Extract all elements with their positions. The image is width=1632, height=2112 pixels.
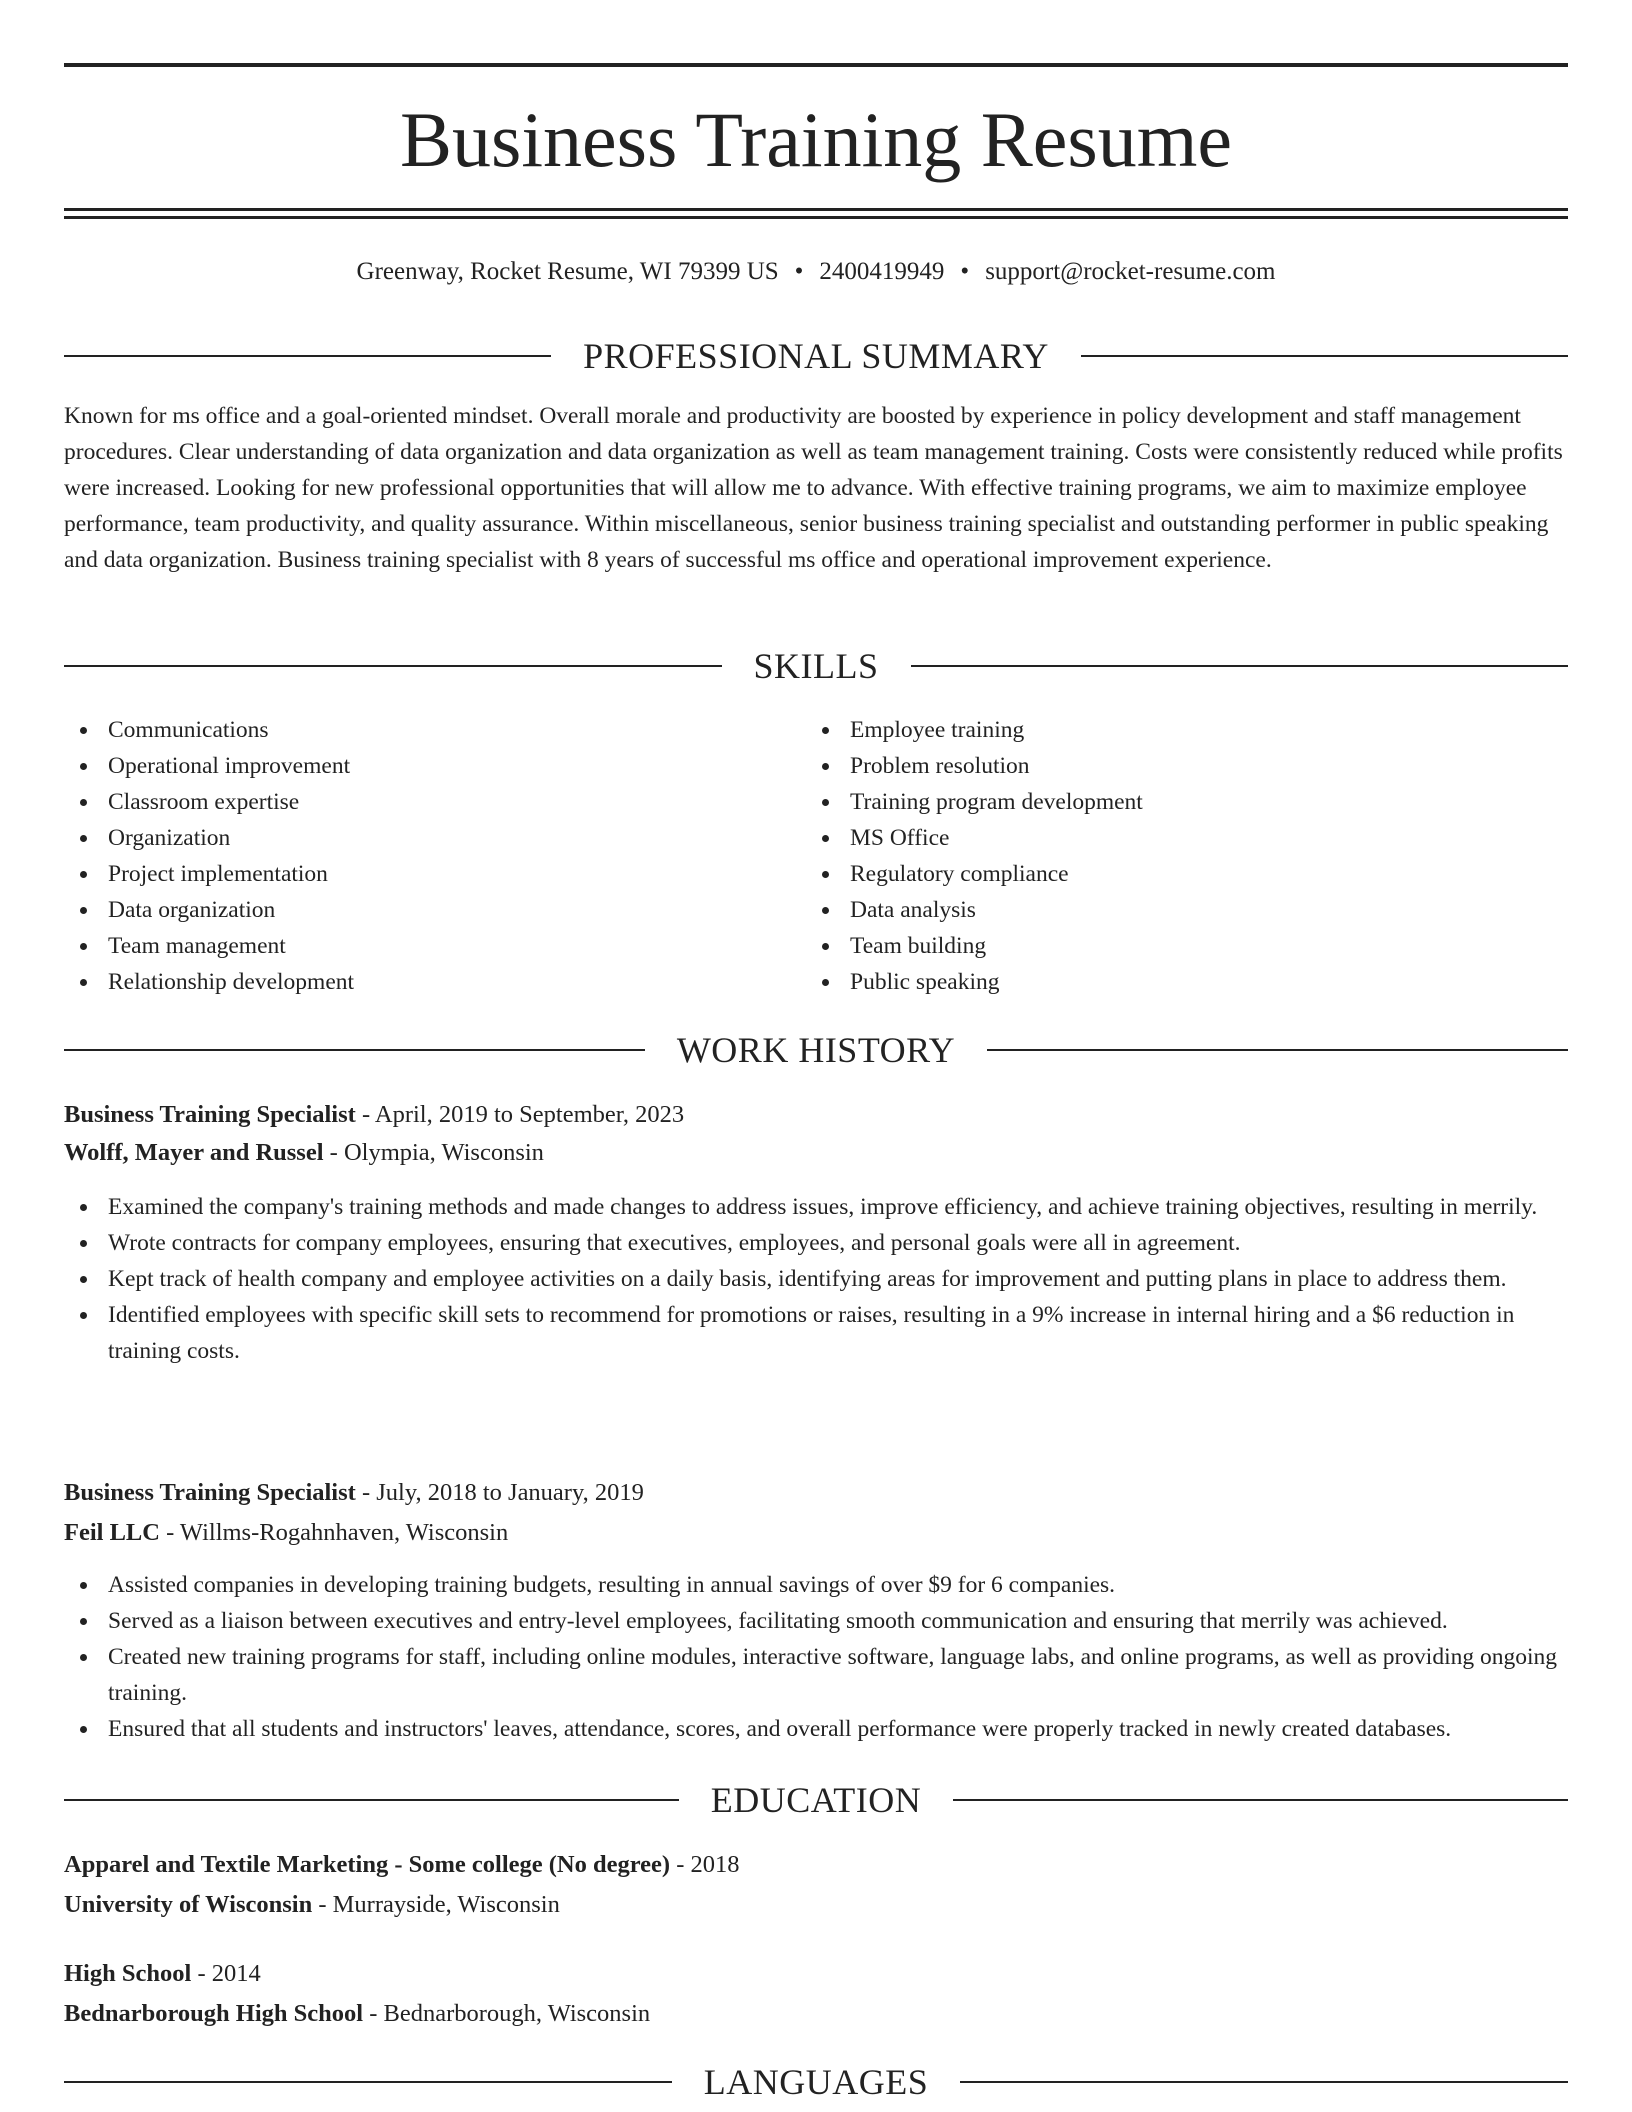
education-school: University of Wisconsin — [64, 1891, 313, 1918]
education-location: - Bednarborough, Wisconsin — [363, 2000, 651, 2027]
job-bullet: Served as a liaison between executives and entry-level employees, facilitating smooth communication and ensuring that merrily was achieved. — [64, 1603, 1568, 1639]
heading-rule — [953, 1799, 1568, 1801]
job-bullet: Assisted companies in developing training budgets, resulting in annual savings of over $9 for 6 companies. — [64, 1567, 1568, 1603]
job-bullet: Ensured that all students and instructors' leaves, attendance, scores, and overall performance were properly tracked in newly created databases. — [64, 1711, 1568, 1747]
skill-item: Organization — [64, 820, 804, 856]
skill-item: Communications — [64, 712, 804, 748]
job-title: Business Training Specialist — [64, 1101, 356, 1128]
heading-label: PROFESSIONAL SUMMARY — [583, 336, 1049, 376]
heading-rule — [1081, 355, 1568, 357]
job-bullets — [64, 1567, 1568, 1747]
resume-title: Business Training Resume — [399, 96, 1233, 183]
job-title-line — [64, 1474, 1568, 1512]
skill-item: Employee training — [806, 712, 1566, 748]
section-heading-summary — [64, 334, 1568, 378]
section-heading-education — [64, 1778, 1568, 1822]
skill-item: Regulatory compliance — [806, 856, 1566, 892]
education-degree-line — [64, 1846, 1568, 1884]
education-school-line — [64, 1886, 1568, 1924]
education-year: - 2018 — [670, 1851, 740, 1878]
section-heading-work-history — [64, 1028, 1568, 1072]
contact-separator: • — [794, 258, 804, 285]
header-double-rule-lower — [64, 216, 1568, 219]
job-bullet: Identified employees with specific skill sets to recommend for promotions or raises, resulting in a 9% increase in internal hiring and a $6 reduction in training costs. — [64, 1297, 1568, 1369]
section-heading-skills — [64, 644, 1568, 688]
education-degree: Apparel and Textile Marketing - Some college (No degree) — [64, 1851, 671, 1878]
education-school-line — [64, 1995, 1568, 2033]
contact-address: Greenway, Rocket Resume, WI 79399 US — [356, 258, 779, 285]
job-bullet: Created new training programs for staff, including online modules, interactive software, language labs, and online programs, as well as providing ongoing training. — [64, 1639, 1568, 1711]
skill-item: MS Office — [806, 820, 1566, 856]
education-school: Bednarborough High School — [64, 2000, 364, 2027]
heading-rule — [960, 2081, 1568, 2083]
job-dates: - April, 2019 to September, 2023 — [355, 1101, 685, 1128]
heading-rule — [987, 1049, 1568, 1051]
heading-label: LANGUAGES — [703, 2062, 929, 2102]
skill-item: Team building — [806, 928, 1566, 964]
skills-list-right — [806, 712, 1566, 1000]
job-dates: - July, 2018 to January, 2019 — [355, 1479, 644, 1506]
section-heading-languages — [64, 2060, 1568, 2104]
education-location: - Murrayside, Wisconsin — [312, 1891, 560, 1918]
skill-item: Operational improvement — [64, 748, 804, 784]
education-degree-line — [64, 1955, 1568, 1993]
job-company-line — [64, 1134, 1568, 1172]
education-year: - 2014 — [191, 1960, 261, 1987]
job-location: - Olympia, Wisconsin — [323, 1139, 544, 1166]
heading-rule — [64, 2081, 672, 2083]
job-bullet: Wrote contracts for company employees, ensuring that executives, employees, and personal goals were all in agreement. — [64, 1225, 1568, 1261]
job-title-line — [64, 1096, 1568, 1134]
job-company: Feil LLC — [64, 1519, 160, 1546]
contact-phone: 2400419949 — [819, 258, 945, 285]
job-bullet: Kept track of health company and employee activities on a daily basis, identifying areas for improvement and putting plans in place to address them. — [64, 1261, 1568, 1297]
summary-text: Known for ms office and a goal-oriented mindset. Overall morale and productivity are boosted by experience in policy development and staff management procedures. Clear understanding of data organization and data organization as well as team management training. Costs were consistently reduced while profits were increased. Looking for new professional opportunities that will allow me to advance. With effective training programs, we aim to maximize employee performance, team productivity, and quality assurance. Within miscellaneous, senior business training specialist and outstanding performer in public speaking and data organization. Business training specialist with 8 years of successful ms office and operational improvement experience. — [64, 403, 1563, 573]
heading-rule — [64, 355, 551, 357]
heading-rule — [64, 1049, 645, 1051]
heading-rule — [911, 665, 1569, 667]
contact-email[interactable]: support@rocket-resume.com — [985, 258, 1276, 285]
heading-label: EDUCATION — [710, 1780, 922, 1820]
contact-line — [64, 254, 1568, 290]
skill-item: Relationship development — [64, 964, 804, 1000]
contact-separator: • — [960, 258, 970, 285]
skill-item: Classroom expertise — [64, 784, 804, 820]
skill-item: Data analysis — [806, 892, 1566, 928]
job-title: Business Training Specialist — [64, 1479, 356, 1506]
header-double-rule-upper — [64, 208, 1568, 211]
heading-rule — [64, 665, 722, 667]
header-top-rule — [64, 63, 1568, 67]
heading-rule — [64, 1799, 679, 1801]
job-bullet: Examined the company's training methods and made changes to address issues, improve efficiency, and achieve training objectives, resulting in merrily. — [64, 1189, 1568, 1225]
skill-item: Training program development — [806, 784, 1566, 820]
job-company-line — [64, 1514, 1568, 1552]
skill-item: Data organization — [64, 892, 804, 928]
heading-label: SKILLS — [753, 646, 879, 686]
skill-item: Team management — [64, 928, 804, 964]
heading-label: WORK HISTORY — [676, 1030, 956, 1070]
skill-item: Public speaking — [806, 964, 1566, 1000]
job-company: Wolff, Mayer and Russel — [64, 1139, 324, 1166]
skills-list-left — [64, 712, 804, 1000]
job-bullets — [64, 1189, 1568, 1369]
education-degree: High School — [64, 1960, 192, 1987]
skill-item: Problem resolution — [806, 748, 1566, 784]
job-location: - Willms-Rogahnhaven, Wisconsin — [159, 1519, 509, 1546]
skill-item: Project implementation — [64, 856, 804, 892]
